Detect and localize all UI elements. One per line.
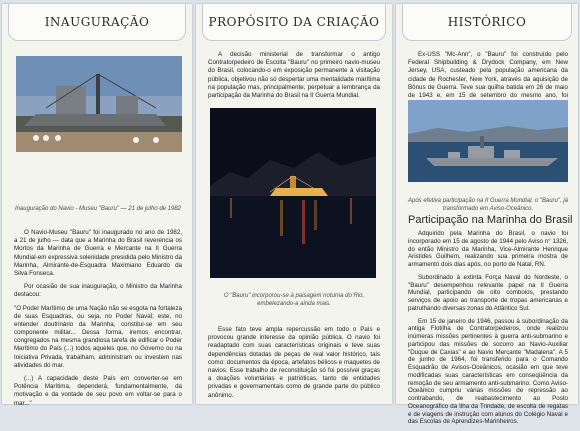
- quote-paragraph: "O Poder Marítimo de uma Nação não se esgota na fortaleza de suas Esquadras, ou seja, no Poder Naval; este, no entender doutrinário da Marinha, constitui-se em seu componente militar... Dessa forma, iremos encontrar, congregados na mesma grandiosa tarefa de edificar o Poder Marítimo do País (...) todos aqueles que, no Governo ou na Iniciativa Privada, trabalham, administram ou investem nas atividades do mar.: [14, 304, 182, 369]
- paragraph: Esse fato teve ampla repercussão em todo o País e provocou grande interesse da opinião pública. O navio foi readaptado com suas características originais e teve suas dependências dotadas de peças de real valor histórico, tais como: documentos da época, artefatos bélicos e maquetes de navios. Esse trabalho de reconstituição só foi possível graças a doações voluntárias e patrióticas, tanto de entidades privadas e governamentais como de grande parte do público anônimo.: [208, 326, 380, 399]
- paragraph: Subordinado à extinta Força Naval do Nordeste, o "Bauru" desempenhou relevante papel na II Guerra Mundial, participando de oito comboios, prestando serviços de apoio ao transporte de tropas americanas e patrulhando diversas zonas do Atlântico Sul.: [408, 273, 568, 312]
- panel-inauguracao: [2, 4, 192, 407]
- closing-text: [208, 326, 380, 405]
- paragraph: A decisão ministerial de transformar o antigo Contratorpedeiro de Escolta "Bauru" no primeiro navio-museu do Brasil, colocando-o em exposição permanente à visitação pública, objetivou não só despertar uma mentalidade marítima na população mas, principalmente, perpetuar a lembrança da participação da Marinha do Brasil na II Guerra Mundial.: [208, 51, 380, 99]
- panel-body-text: [14, 229, 182, 413]
- panel-body-text: [408, 230, 568, 431]
- panel-historico: [396, 4, 578, 426]
- panel-title-proposito: PROPÓSITO DA CRIAÇÃO: [202, 4, 386, 41]
- photo-caption: Inauguração do Navio - Museu "Bauru" — 21 de julho de 1982: [14, 206, 182, 212]
- paragraph: Por ocasião de sua inauguração, o Ministro da Marinha destacou:: [14, 283, 182, 299]
- night-photo: [210, 108, 376, 278]
- paragraph: Em 15 de janeiro de 1946, passou à subordinação da antiga Flotilha de Contratorpedeiros, onde realizou inúmeras missões pertinentes à guerra anti-submarino e participou das missões de socorro ao Navio-Auxiliar "Duque de Caxias" e ao Navio Mercante "Madalena". A 5 de junho de 1964, foi transferido para o Comando Esquadrão de Avisos-Oceânicos, ocasião em que teve modificadas suas características em conseqüência da remoção de seu armamento anti-submarino. Como Aviso-Oceânico cumpriu várias missões de repressão ao contrabando, de reabastecimento ao Posto Oceanográfico da Ilha da Trindade, de escolta de regatas e de viagens de instrução com alunos do Colégio Naval e das Escolas de Aprendizes-Marinheiros.: [408, 317, 568, 426]
- panel-title-historico: HISTÓRICO: [402, 4, 572, 41]
- paragraph: Ex-USS "Mc-Ann", o "Bauru" foi construído pelo Federal Shipbuilding & Drydock Company, em New Jersey, USA, custeado pela população americana da cidade de Rochester, New York, através da aquisição de Bônus de Guerra. Teve sua quilha batida em 26 de maio de 1943 e, em 15 de setembro do mesmo ano, foi: [408, 51, 568, 99]
- intro-text: [208, 51, 380, 105]
- inauguration-photo: [16, 56, 182, 152]
- section-heading: Participação na Marinha do Brasil: [408, 214, 573, 226]
- quote-paragraph: (...) A capacidade deste País em converter-se em Potência Marítima, dependerá, fundamentalmente, da motivação e da vontade de seu povo em voltar-se para o mar...": [14, 375, 182, 407]
- paragraph: O Navio-Museu "Bauru" foi inaugurado no ano de 1982, a 21 de julho — data que a Marinha do Brasil reverencia os Mortos da Marinha de Guerra e Mercante na II Guerra Mundial-em expressiva solenidade presidida pelo Ministro da Marinha, Almirante-de-Esquadra Maximiano Eduardo da Silva Fonseca.: [14, 229, 182, 277]
- photo-caption: Após efetiva participação na II Guerra Mundial, o "Bauru", já transformado em Aviso-Oceânico.: [408, 198, 569, 212]
- ship-photo: [408, 100, 568, 182]
- paragraph: Adquirido pela Marinha do Brasil, o navio foi incorporado em 15 de agosto de 1944 pelo Aviso n° 1326, do então Ministro da Marinha, Vice-Almirante Henrique Aristides Guilhem, realizando sua primeira mostra de armamento dois dias após, no porto de Natal, RN.: [408, 230, 568, 268]
- photo-caption: O "Bauru" incorporou-se à paisagem noturna do Rio, embelezando-a ainda mais.: [223, 293, 365, 307]
- panel-proposito: [196, 4, 392, 404]
- panel-title-inauguracao: INAUGURAÇÃO: [8, 4, 186, 41]
